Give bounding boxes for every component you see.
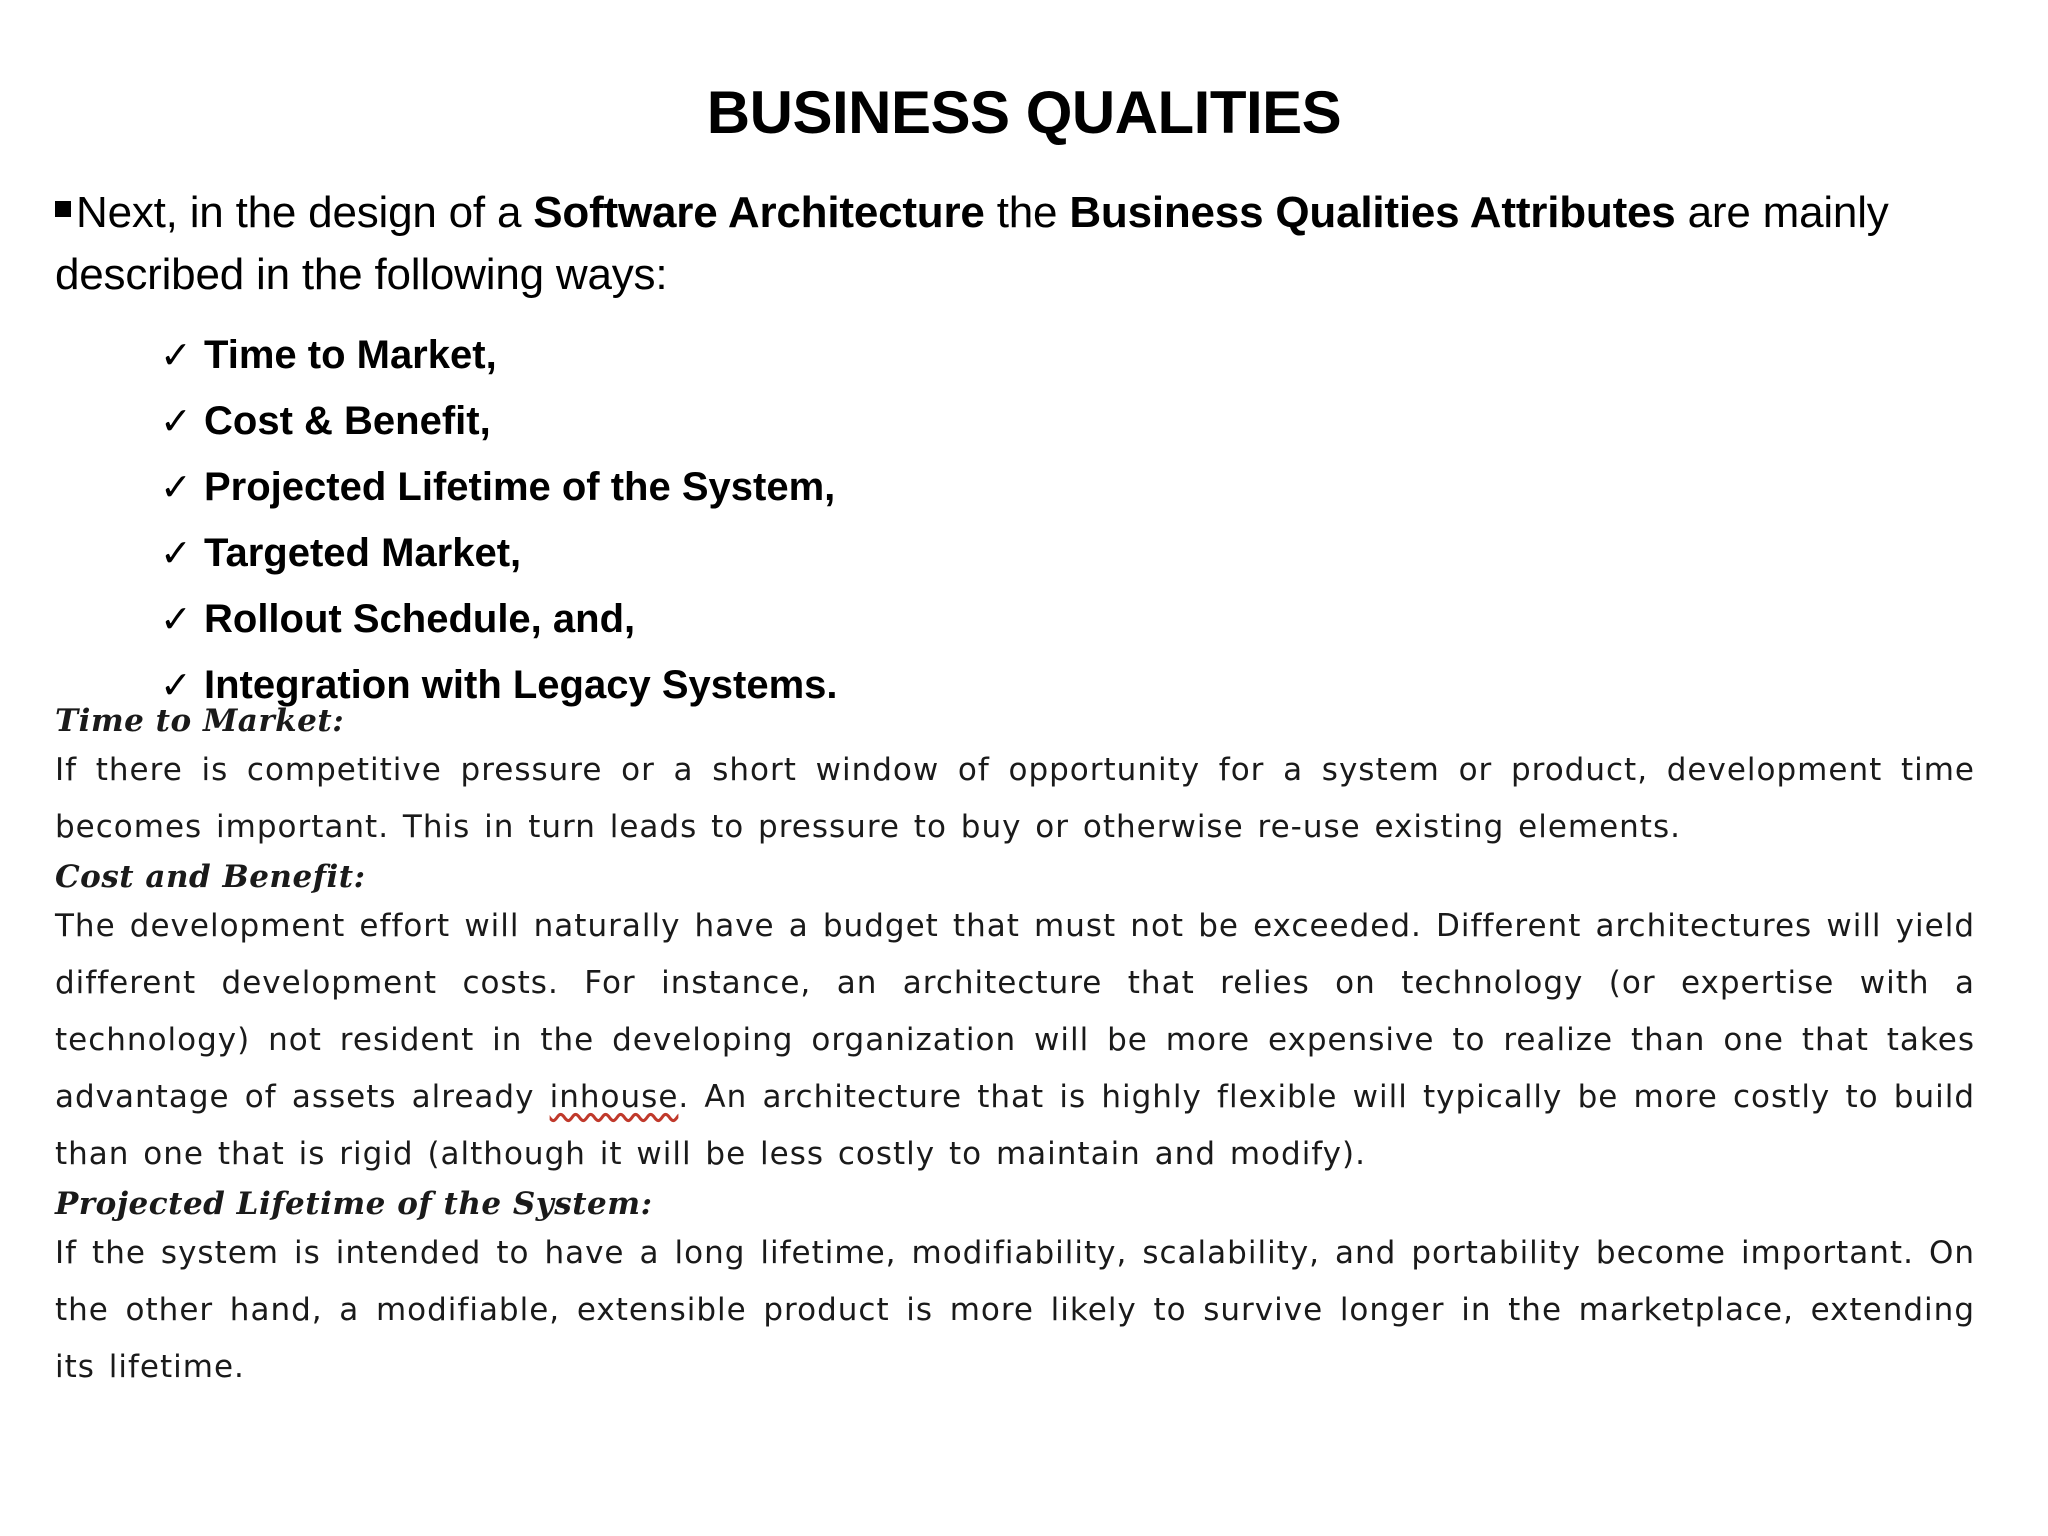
intro-text-1: Next, in the design of a bbox=[76, 188, 534, 237]
cost-benefit-text-a: The development effort will naturally have a budget that must not be exceeded. Different architectures will yield different development costs. For instance, an architecture that relies on technology (or expertise with a technology) not resident in the developing organization will be more expensive to realize than one that takes advantage of assets already bbox=[55, 908, 1975, 1115]
checklist-item-label: Targeted Market, bbox=[204, 531, 522, 575]
section-heading-time-to-market: Time to Market: bbox=[55, 703, 345, 739]
checkmark-icon: ✓ bbox=[160, 533, 192, 575]
checklist-item-label: Integration with Legacy Systems. bbox=[204, 663, 838, 707]
checkmark-icon: ✓ bbox=[160, 401, 192, 443]
checkmark-icon: ✓ bbox=[160, 467, 192, 509]
square-bullet-icon bbox=[55, 201, 71, 217]
checklist-item-label: Rollout Schedule, and, bbox=[204, 597, 636, 641]
checklist-item bbox=[160, 520, 838, 586]
checklist-item bbox=[160, 586, 838, 652]
checklist-item bbox=[160, 388, 838, 454]
pasted-document-excerpt bbox=[55, 700, 1975, 1396]
section-text-projected-lifetime: If the system is intended to have a long lifetime, modifiability, scalability, and portability become important. On the other hand, a modifiable, extensible product is more likely to survive longer in the marketplace, extending its lifetime. bbox=[55, 1235, 1975, 1385]
checkmark-icon: ✓ bbox=[160, 599, 192, 641]
checkmark-icon: ✓ bbox=[160, 335, 192, 377]
intro-text-3: are mainly described in the following ways: bbox=[55, 188, 1889, 299]
checklist-item-label: Cost & Benefit, bbox=[204, 399, 491, 443]
section-heading-cost-benefit: Cost and Benefit: bbox=[55, 859, 366, 895]
section-heading-projected-lifetime: Projected Lifetime of the System: bbox=[55, 1186, 653, 1222]
intro-paragraph bbox=[55, 182, 2010, 306]
checklist-item bbox=[160, 322, 838, 388]
intro-bold-software-architecture: Software Architecture bbox=[533, 188, 985, 237]
intro-bold-business-qualities: Business Qualities Attributes bbox=[1069, 188, 1676, 237]
section-text-cost-benefit bbox=[55, 898, 1975, 1183]
checklist-item bbox=[160, 454, 838, 520]
quality-checklist bbox=[160, 322, 838, 718]
section-text-time-to-market: If there is competitive pressure or a short window of opportunity for a system or product, development time becomes important. This in turn leads to pressure to buy or otherwise re-use existing elements. bbox=[55, 752, 1975, 845]
checklist-item-label: Time to Market, bbox=[204, 333, 497, 377]
intro-text-2: the bbox=[984, 188, 1070, 237]
slide-title: BUSINESS QUALITIES bbox=[706, 79, 1342, 146]
checkmark-icon: ✓ bbox=[160, 665, 192, 707]
cost-benefit-text-b: . An architecture that is highly flexible will typically be more costly to build than one that is rigid (although it will be less costly to maintain and modify). bbox=[55, 1079, 1975, 1172]
spellcheck-flagged-word: inhouse bbox=[549, 1079, 679, 1115]
checklist-item-label: Projected Lifetime of the System, bbox=[204, 465, 836, 509]
